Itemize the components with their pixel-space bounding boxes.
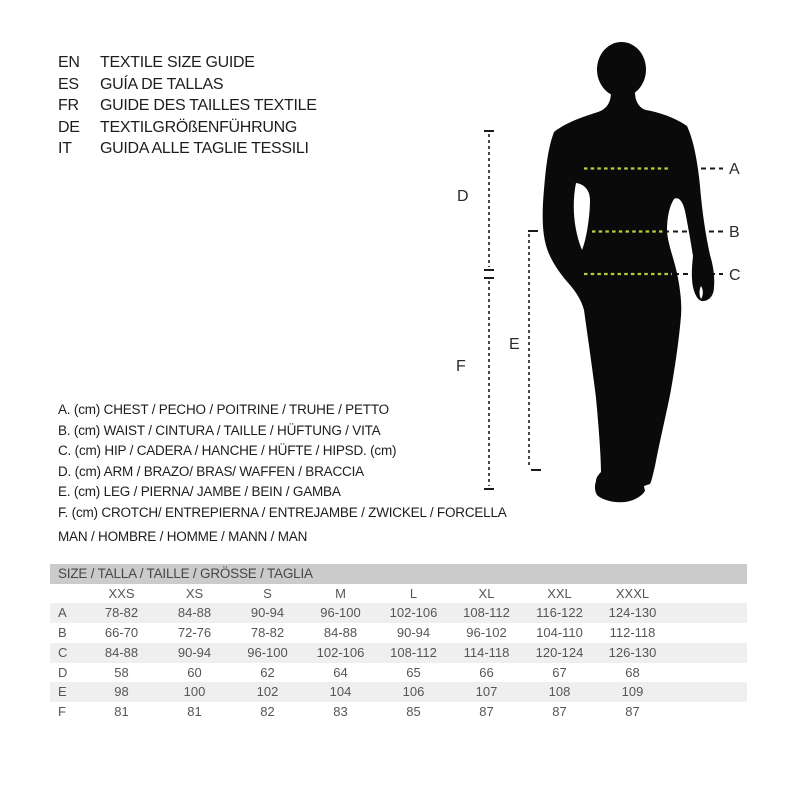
legend-line-b: B. (cm) WAIST / CINTURA / TAILLE / HÜFTUNG / VITA [58,422,381,438]
table-cell: 66 [479,664,494,680]
guide-title: GUIDA ALLE TAGLIE TESSILI [100,140,309,158]
table-row-b [50,623,747,643]
size-label-xs: XS [185,585,204,601]
measure-label-f: F [456,358,466,375]
table-cell: 90-94 [250,605,285,621]
table-cell: 124-130 [608,605,657,621]
size-table-header: SIZE / TALLA / TAILLE / GRÖSSE / TAGLIA [50,564,747,584]
size-label-m: M [335,585,346,601]
title-row-es [58,74,317,96]
table-row-f [50,702,747,722]
table-cell: 78-82 [104,605,139,621]
row-label: D [58,664,68,680]
guide-title: TEXTILE SIZE GUIDE [100,54,255,71]
size-label-xxl: XXL [547,585,572,601]
row-label: F [58,704,66,720]
table-cell: 81 [114,704,129,720]
filler-cell [669,682,747,702]
table-row-c [50,643,747,663]
size-label-xl: XL [478,585,495,601]
table-cell: 90-94 [177,644,212,660]
table-cell: 108-112 [390,644,437,660]
size-label-s: S [263,585,272,601]
silhouette-head [597,42,646,97]
table-cell: 108 [548,684,571,700]
legend-line-f: F. (cm) CROTCH/ ENTREPIERNA / ENTREJAMBE / ZWICKEL / FORCELLA [58,504,507,520]
language-code: DE [58,118,80,136]
table-cell: 62 [260,664,275,680]
table-cell: 114-118 [463,644,510,660]
table-cell: 107 [475,684,498,700]
row-label: A [58,605,67,621]
title-row-fr [58,95,317,117]
size-label-l: L [409,585,418,601]
table-cell: 96-102 [466,625,507,641]
table-cell: 81 [187,704,202,720]
table-cell: 102-106 [389,605,438,621]
size-labels-row [50,584,747,604]
table-cell: 102-106 [316,644,365,660]
table-cell: 109 [621,684,644,700]
size-label-xxxl: XXXL [615,585,650,601]
language-code: EN [58,54,80,71]
table-cell: 104 [329,684,352,700]
measure-label-e: E [509,336,520,353]
table-cell: 87 [625,704,640,720]
measure-label-d: D [457,188,469,205]
language-code: ES [58,75,79,93]
measurement-legend [58,400,507,524]
table-row-d [50,663,747,683]
table-cell: 90-94 [396,625,431,641]
table-cell: 84-88 [104,644,139,660]
table-cell: 104-110 [536,625,583,641]
table-cell: 60 [187,664,202,680]
row-label: B [58,625,67,641]
legend-line-c: C. (cm) HIP / CADERA / HANCHE / HÜFTE / HIPSD. (cm) [58,443,397,459]
table-cell: 126-130 [608,644,657,660]
filler-cell [669,643,747,663]
table-cell: 84-88 [323,625,358,641]
guide-title: TEXTILGRÖßENFÜHRUNG [100,118,297,136]
legend-line-e: E. (cm) LEG / PIERNA/ JAMBE / BEIN / GAMBA [58,484,341,500]
table-cell: 98 [114,684,129,700]
table-cell: 66-70 [104,625,139,641]
table-cell: 102 [256,684,279,700]
guide-title: GUIDE DES TAILLES TEXTILE [100,97,317,115]
table-cell: 82 [260,704,275,720]
table-cell: 72-76 [177,625,212,641]
table-cell: 112-118 [609,625,656,641]
table-cell: 65 [406,664,421,680]
table-row-a [50,603,747,623]
silhouette-body [543,92,715,502]
language-code: IT [58,140,72,158]
size-table [50,564,747,722]
table-cell: 67 [552,664,567,680]
guide-title: GUÍA DE TALLAS [100,75,224,93]
table-cell: 87 [479,704,494,720]
title-row-de [58,117,317,139]
filler-cell [669,663,747,683]
legend-line-a: A. (cm) CHEST / PECHO / POITRINE / TRUHE / PETTO [58,402,389,417]
filler-cell [669,623,747,643]
table-row-e [50,682,747,702]
table-cell: 96-100 [320,605,361,621]
table-cell: 116-122 [536,605,583,621]
table-cell: 83 [333,704,348,720]
table-cell: 58 [114,664,129,680]
row-label [50,584,85,604]
row-label: E [58,684,67,700]
table-cell: 64 [333,664,348,680]
filler-cell [669,584,747,604]
table-cell: 120-124 [535,644,584,660]
table-cell: 87 [552,704,567,720]
table-cell: 68 [625,664,640,680]
table-cell: 106 [402,684,425,700]
language-code: FR [58,97,79,115]
measure-label-a: A [729,161,740,178]
measure-label-b: B [729,224,740,241]
measure-label-c: C [729,267,741,284]
size-label-xxs: XXS [108,585,135,601]
table-cell: 100 [183,684,206,700]
filler-cell [669,702,747,722]
table-cell: 96-100 [247,644,288,660]
title-row-it [58,138,317,160]
legend-line-d: D. (cm) ARM / BRAZO/ BRAS/ WAFFEN / BRACCIA [58,463,364,479]
row-label: C [58,644,68,660]
title-row-en [58,52,317,74]
language-titles [58,52,317,160]
table-cell: 84-88 [177,605,212,621]
table-cell: 108-112 [463,605,510,621]
table-cell: 85 [406,704,421,720]
table-cell: 78-82 [250,625,285,641]
filler-cell [669,603,747,623]
gender-heading: MAN / HOMBRE / HOMME / MANN / MAN [58,529,308,544]
